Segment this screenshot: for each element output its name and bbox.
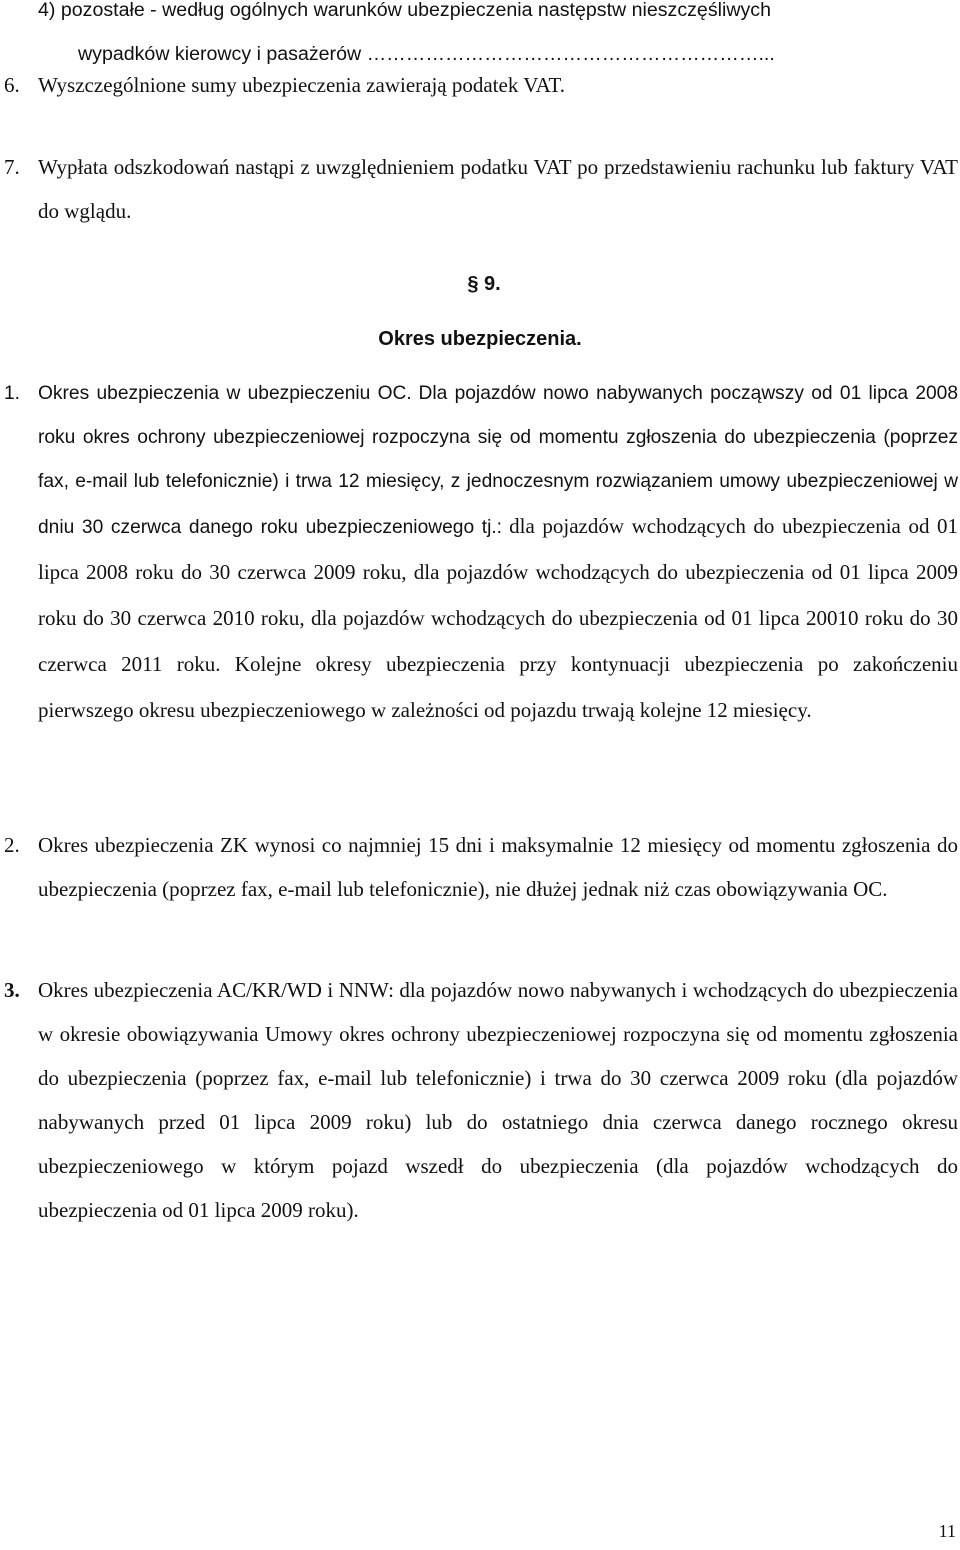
item-6-text: Wyszczególnione sumy ubezpieczenia zawierają podatek VAT. — [38, 73, 566, 97]
point-2-text: Okres ubezpieczenia ZK wynosi co najmniej 15 dni i maksymalnie 12 miesięcy od momentu zgłoszenia do ubezpieczenia (poprzez fax, e-mail lub telefonicznie), nie dłużej jednak niż czas obowiązywania OC. — [38, 833, 958, 901]
item-6-number: 6. — [4, 73, 20, 97]
page-number: 11 — [938, 1521, 956, 1541]
item-4-line-1: 4) pozostałe - według ogólnych warunków ubezpieczenia następstw nieszczęśliwych — [38, 0, 771, 21]
point-1-body-serif: dla pojazdów wchodzących do ubezpieczenia od 01 lipca 2008 roku do 30 czerwca 2009 roku, dla pojazdów wchodzących do ubezpieczenia od 01 lipca 2009 roku do 30 czerwca 2010 roku, dla pojazdów wchodzących do ubezpieczenia od 01 lipca 20010 roku do 30 czerwca 2011 roku. Kolejne okresy ubezpieczenia przy kontynuacji ubezpieczenia po zakończeniu pierwszego okresu ubezpieczeniowego w zależności od pojazdu trwają kolejne 12 miesięcy. — [38, 514, 959, 722]
point-1-lead: Okres ubezpieczenia w ubezpieczeniu OC. — [38, 383, 412, 404]
section-symbol: § 9. — [467, 273, 501, 295]
point-1-number: 1. — [4, 383, 21, 404]
point-3-number: 3. — [4, 978, 20, 1002]
point-1-body-sans: Dla pojazdów nowo nabywanych począwszy od 01 lipca 2008 roku okres ochrony ubezpieczeniowej rozpoczyna się od momentu zgłoszenia do ubezpieczenia (poprzez fax, e-mail lub telefonicznie) i trwa 12 miesięcy, z jednoczesnym rozwiązaniem umowy ubezpieczeniowej w dniu 30 czerwca danego roku ubezpieczeniowego tj.: — [38, 383, 959, 538]
point-1-body — [38, 372, 958, 734]
item-7-text: Wypłata odszkodowań nastąpi z uwzględnieniem podatku VAT po przedstawieniu rachunku lub faktury VAT do wglądu. — [38, 155, 958, 223]
point-3-text: Okres ubezpieczenia AC/KR/WD i NNW: dla pojazdów nowo nabywanych i wchodzących do ubezpieczenia w okresie obowiązywania Umowy okres ochrony ubezpieczeniowej rozpoczyna się od momentu zgłoszenia do ubezpieczenia (poprzez fax, e-mail lub telefonicznie) i trwa do 30 czerwca 2009 roku (dla pojazdów nabywanych przed 01 lipca 2009 roku) lub do ostatniego dnia czerwca danego rocznego okresu ubezpieczeniowego w którym pojazd wszedł do ubezpieczenia (dla pojazdów wchodzących do ubezpieczenia od 01 lipca 2009 roku). — [38, 978, 958, 1222]
point-2-number: 2. — [4, 833, 20, 857]
item-4-line-2: wypadków kierowcy i pasażerów ……………………………………………………... — [78, 43, 775, 65]
section-title: Okres ubezpieczenia. — [378, 328, 582, 350]
item-7-number: 7. — [4, 155, 20, 179]
